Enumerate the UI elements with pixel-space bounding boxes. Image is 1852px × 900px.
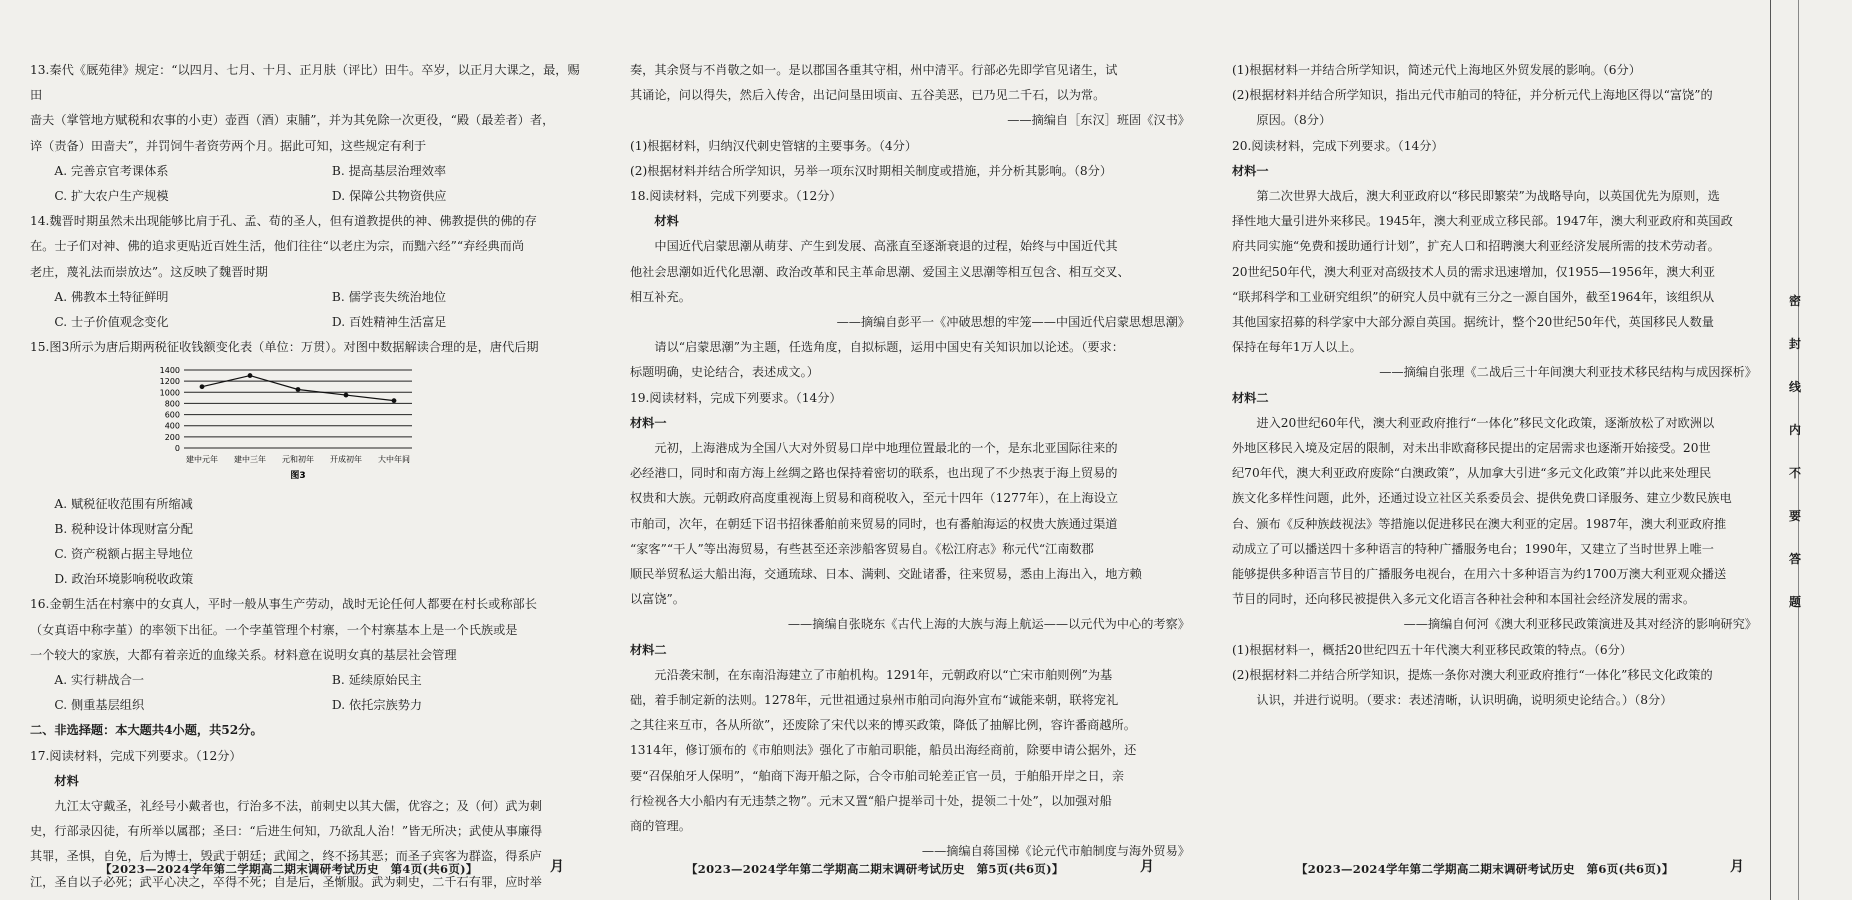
option-text: D. 百姓精神生活富足 — [331, 315, 447, 330]
text-line: 动成立了可以播送四十多种语言的特种广播服务电台；1990年，又建立了当时世界上唯一 — [1232, 541, 1714, 556]
text-line: (1)根据材料，归纳汉代刺史管辖的主要事务。（4分） — [630, 138, 918, 153]
binding-char: 密 — [1788, 294, 1801, 308]
figure-3-svg — [150, 364, 450, 482]
binding-char: 封 — [1788, 337, 1801, 351]
text-line: 二、非选择题：本大题共4小题，共52分。 — [30, 723, 263, 738]
text-line: 族文化多样性问题，此外，还通过设立社区关系委员会、提供免费口译服务、建立少数民族电 — [1232, 491, 1732, 506]
text-line: 中国近代启蒙思潮从萌芽、产生到发展、高涨直至逐渐衰退的过程，始终与中国近代其 — [654, 239, 1118, 254]
text-line: 府共同实施“免费和援助通行计划”，扩充人口和招聘澳大利亚经济发展所需的技术劳动者。 — [1232, 239, 1720, 254]
text-line: 相互补充。 — [630, 289, 691, 304]
text-line: 谇（责备）田啬夫”，并罚饲牛者资劳两个月。据此可知，这些规定有利于 — [30, 138, 427, 153]
option-row — [30, 668, 585, 693]
x-tick-label: 元和初年 — [282, 455, 314, 465]
text-line: 原因。（8分） — [1256, 113, 1332, 128]
text-line: 17.阅读材料，完成下列要求。（12分） — [30, 748, 242, 763]
y-tick-label: 1400 — [159, 366, 180, 376]
text-line: 材料 — [54, 773, 79, 788]
text-line: 元初，上海港成为全国八大对外贸易口岸中地理位置最北的一个，是东北亚国际往来的 — [654, 441, 1118, 456]
text-line: 市舶司，次年，在朝廷下诏书招徕番舶前来贸易的同时，也有番舶海运的权贵大族通过渠道 — [630, 516, 1118, 531]
option-row — [30, 310, 585, 335]
text-line: 13.秦代《厩苑律》规定：“以四月、七月、十月、正月肤（评比）田牛。卒岁，以正月大课之，最，赐田 — [30, 63, 580, 103]
y-tick-label: 1000 — [159, 388, 180, 398]
x-tick-label: 开成初年 — [330, 455, 362, 465]
text-line: 行检视各大小船内有无违禁之物”。元末又置“船户提举司十处，提领二十处”，以加强对船 — [630, 793, 1112, 808]
y-tick-label: 200 — [164, 433, 180, 443]
text-line: 材料 — [654, 214, 679, 229]
figure-caption: 图3 — [290, 471, 306, 482]
text-line: 台、颁布《反种族歧视法》等措施以促进移民在澳大利亚的定居。1987年，澳大利亚政府推 — [1232, 516, 1727, 531]
text-line: 顺民举贸私运大船出海，交通琉球、日本、满剌、交趾诸番，往来贸易，悉由上海出入，地方赖 — [630, 567, 1142, 582]
text-line: C. 资产税额占据主导地位 — [54, 547, 193, 562]
text-line: 在。士子们对神、佛的追求更贴近百姓生活，他们往往“以老庄为宗，而黜六经”“弃经典而尚 — [30, 239, 525, 254]
option-row — [30, 693, 585, 718]
text-line: 能够提供多种语言节目的广播服务电视台，在用六十多种语言为约1700万澳大利亚观众播送 — [1232, 567, 1727, 582]
option-text: A. 实行耕战合一 — [54, 673, 145, 688]
option-text: C. 扩大农户生产规模 — [54, 189, 169, 204]
text-line: 九江太守戴圣，礼经号小戴者也，行治多不法，前刺史以其大儒，优容之；及（何）武为刺 — [54, 799, 542, 814]
binding-notice — [1786, 280, 1804, 624]
text-line: (2)根据材料二并结合所学知识，提炼一条你对澳大利亚政府推行“一体化”移民文化政策的 — [1232, 667, 1713, 682]
y-tick-label: 400 — [164, 422, 180, 432]
text-line: 商的管理。 — [630, 819, 691, 834]
y-tick-label: 800 — [164, 399, 180, 409]
text-line: 其他国家招募的科学家中大部分源自英国。据统计，整个20世纪50年代，英国移民人数量 — [1232, 315, 1714, 330]
footer-page-5: 【2023—2024学年第二学期高二期末调研考试历史 第5页(共6页)】 — [686, 862, 1064, 876]
text-line: 外地区移民入境及定居的限制，对未出非欧裔移民提出的定居需求也逐渐开始接受。20世 — [1232, 441, 1711, 456]
binding-char: 要 — [1788, 509, 1801, 523]
text-line: （女真语中称孛堇）的率领下出征。一个孛堇管理个村寨，一个村寨基本上是一个氏族或是 — [30, 622, 518, 637]
binding-char: 内 — [1788, 423, 1801, 437]
option-row — [30, 184, 585, 209]
text-line: ——摘编自彭平一《冲破思想的牢笼——中国近代启蒙思想思潮》 — [836, 315, 1190, 330]
text-line: 保持在每年1万人以上。 — [1232, 340, 1362, 355]
page-5-column — [630, 58, 1190, 865]
footer-mark-5: 月 — [1140, 859, 1154, 875]
option-text: D. 依托宗族势力 — [331, 698, 423, 713]
binding-char: 线 — [1788, 380, 1801, 394]
data-point — [344, 393, 349, 398]
text-line: 18.阅读材料，完成下列要求。（12分） — [630, 189, 842, 204]
text-line: (2)根据材料并结合所学知识，指出元代市舶司的特征，并分析元代上海地区得以“富饶”的 — [1232, 88, 1713, 103]
text-line: A. 赋税征收范围有所缩减 — [54, 496, 193, 511]
data-point — [200, 385, 205, 390]
page-6-column — [1232, 58, 1757, 713]
text-line: 15.图3所示为唐后期两税征收钱额变化表（单位：万贯）。对图中数据解读合理的是，唐代后期 — [30, 340, 539, 355]
option-text: C. 士子价值观念变化 — [54, 315, 169, 330]
text-line: 啬夫（掌管地方赋税和农事的小吏）壶酉（酒）束脯”，并为其免除一次更役，“殿（最差者）者， — [30, 113, 555, 128]
text-line: 元沿袭宋制，在东南沿海建立了市舶机构。1291年，元朝政府以“亡宋市舶则例”为基 — [654, 667, 1113, 682]
option-text: D. 保障公共物资供应 — [331, 189, 447, 204]
text-line: ——摘编自［东汉］班固《汉书》 — [1007, 113, 1190, 128]
text-line: B. 税种设计体现财富分配 — [54, 521, 193, 536]
option-row — [30, 285, 585, 310]
x-tick-label: 大中年间 — [378, 455, 410, 465]
option-text: A. 佛教本土特征鲜明 — [54, 289, 169, 304]
x-tick-label: 建中三年 — [234, 455, 266, 465]
text-line: ——摘编自张晓东《古代上海的大族与海上航运——以元代为中心的考察》 — [787, 617, 1190, 632]
footer-mark-4: 月 — [550, 859, 564, 875]
text-line: 标题明确，史论结合，表述成文。） — [630, 365, 819, 380]
text-line: 纪70年代，澳大利亚政府废除“白澳政策”，从加拿大引进“多元文化政策”并以此来处理民 — [1232, 466, 1712, 481]
text-line: 其诵论，问以得失，然后入传舍，出记问垦田顷亩、五谷美恶，已乃见二千石，以为常。 — [630, 88, 1106, 103]
footer-page-6: 【2023—2024学年第二学期高二期末调研考试历史 第6页(共6页)】 — [1296, 862, 1674, 876]
text-line: 请以“启蒙思潮”为主题，任选角度，自拟标题，运用中国史有关知识加以论述。（要求： — [654, 340, 1124, 355]
option-text: B. 儒学丧失统治地位 — [331, 289, 447, 304]
text-line: “家客”“干人”等出海贸易，有些甚至还亲涉船客贸易自。《松江府志》称元代“江南数郡 — [630, 541, 1094, 556]
text-line: 要“召保舶牙人保明”，“舶商下海开船之际，合令市舶司轮差正官一员，于舶船开岸之日，亲 — [630, 768, 1125, 783]
text-line: 老庄，蔑礼法而崇放达”。这反映了魏晋时期 — [30, 264, 268, 279]
x-tick-label: 建中元年 — [186, 455, 218, 465]
option-row — [30, 159, 585, 184]
text-line: 14.魏晋时期虽然未出现能够比肩于孔、孟、荀的圣人，但有道教提供的神、佛教提供的佛的存 — [30, 214, 537, 229]
data-point — [296, 388, 301, 393]
text-line: 第二次世界大战后，澳大利亚政府以“移民即繁荣”为战略导向，以英国优先为原则，选 — [1256, 189, 1720, 204]
text-line: 进入20世纪60年代，澳大利亚政府推行“一体化”移民文化政策，逐渐放松了对欧洲以 — [1256, 415, 1715, 430]
binding-char: 答 — [1788, 552, 1801, 566]
text-line: 1314年，修订颁布的《市舶则法》强化了市舶司职能，船员出海经商前，除要申请公据外，还 — [630, 743, 1137, 758]
text-line: (1)根据材料一，概括20世纪四五十年代澳大利亚移民政策的特点。（6分） — [1232, 642, 1633, 657]
text-line: 础，着手制定新的法则。1278年，元世祖通过泉州市舶司向海外宣布“诚能来朝，联将宠礼 — [630, 693, 1119, 708]
text-line: 材料二 — [630, 642, 667, 657]
binding-char: 不 — [1788, 466, 1801, 480]
text-line: 奏，其余贤与不肖敬之如一。是以郡国各重其守相，州中清平。行部必先即学官见诸生，试 — [630, 63, 1118, 77]
text-line: 材料一 — [630, 415, 667, 430]
figure-3-chart — [150, 364, 585, 491]
text-line: 材料一 — [1232, 163, 1269, 178]
option-text: B. 延续原始民主 — [331, 673, 422, 688]
text-line: ——摘编自蒋国梯《论元代市舶制度与海外贸易》 — [921, 844, 1190, 859]
option-text: B. 提高基层治理效率 — [331, 163, 447, 178]
y-tick-label: 1200 — [159, 377, 180, 387]
footer-page-4: 【2023—2024学年第二学期高二期末调研考试历史 第4页(共6页)】 — [100, 862, 478, 876]
text-line: 史，行部录囚徒，有所举以属郡；圣曰：“后进生何知，乃欲乱人治！”皆无所决；武使从事廉得 — [30, 824, 543, 839]
data-point — [248, 374, 253, 379]
text-line: “联邦科学和工业研究组织”的研究人员中就有三分之一源自国外，截至1964年，该组织从 — [1232, 289, 1715, 304]
text-line: 19.阅读材料，完成下列要求。（14分） — [630, 390, 842, 405]
text-line: 16.金朝生活在村寨中的女真人，平时一般从事生产劳动，战时无论任何人都要在村长或称部长 — [30, 597, 537, 612]
text-line: 必经港口，同时和南方海上丝绸之路也保持着密切的联系，也出现了不少热衷于海上贸易的 — [630, 466, 1118, 481]
text-line: (2)根据材料并结合所学知识，另举一项东汉时期相关制度或措施，并分析其影响。（8分） — [630, 163, 1113, 178]
text-line: D. 政治环境影响税收政策 — [54, 572, 194, 587]
text-line: 20世纪50年代，澳大利亚对高级技术人员的需求迅速增加，仅1955—1956年，澳大利亚 — [1232, 264, 1716, 279]
binding-char: 题 — [1788, 595, 1801, 609]
y-tick-label: 600 — [164, 411, 180, 421]
y-tick-label: 0 — [174, 444, 180, 454]
footer-mark-6: 月 — [1730, 859, 1744, 875]
binding-line — [1770, 0, 1771, 900]
text-line: 江，圣自以子必死；武平心决之，卒得不死；自是后，圣惭服。武为刺史，二千石有罪，应时举 — [30, 874, 542, 889]
text-line: 以富饶”。 — [630, 592, 685, 607]
text-line: 认识，并进行说明。（要求：表述清晰，认识明确，说明须史论结合。）（8分） — [1256, 693, 1673, 708]
text-line: 其罪，圣惧，自免，后为博士，毁武于朝廷；武闻之，终不扬其恶；而圣子宾客为群盗，得系庐 — [30, 849, 542, 864]
text-line: 择性地大量引进外来移民。1945年，澳大利亚成立移民部。1947年，澳大利亚政府和英国政 — [1232, 214, 1733, 229]
text-line: 他社会思潮如近代化思潮、政治改革和民主革命思潮、爱国主义思潮等相互包含、相互交叉、 — [630, 264, 1130, 279]
text-line: ——摘编自张理《二战后三十年间澳大利亚技术移民结构与成因探析》 — [1379, 365, 1757, 380]
text-line: 节目的同时，还向移民被提供入多元文化语言各种社会种和本国社会经济发展的需求。 — [1232, 592, 1696, 607]
text-line: (1)根据材料一并结合所学知识，简述元代上海地区外贸发展的影响。（6分） — [1232, 63, 1641, 77]
data-point — [392, 399, 397, 404]
option-text: A. 完善京官考课体系 — [54, 163, 169, 178]
text-line: 材料二 — [1232, 390, 1269, 405]
text-line: 之其往来互市，各从所欲”，还废除了宋代以来的博买政策，降低了抽解比例，容许番商越所。 — [630, 718, 1136, 733]
option-text: C. 侧重基层组织 — [54, 698, 145, 713]
text-line: 20.阅读材料，完成下列要求。（14分） — [1232, 138, 1444, 153]
page-4-column — [30, 58, 585, 895]
text-line: ——摘编自何河《澳大利亚移民政策演进及其对经济的影响研究》 — [1403, 617, 1757, 632]
text-line: 一个较大的家族，大都有着亲近的血缘关系。材料意在说明女真的基层社会管理 — [30, 647, 457, 662]
text-line: 权贵和大族。元朝政府高度重视海上贸易和商税收入，至元十四年（1277年），在上海设立 — [630, 491, 1119, 506]
